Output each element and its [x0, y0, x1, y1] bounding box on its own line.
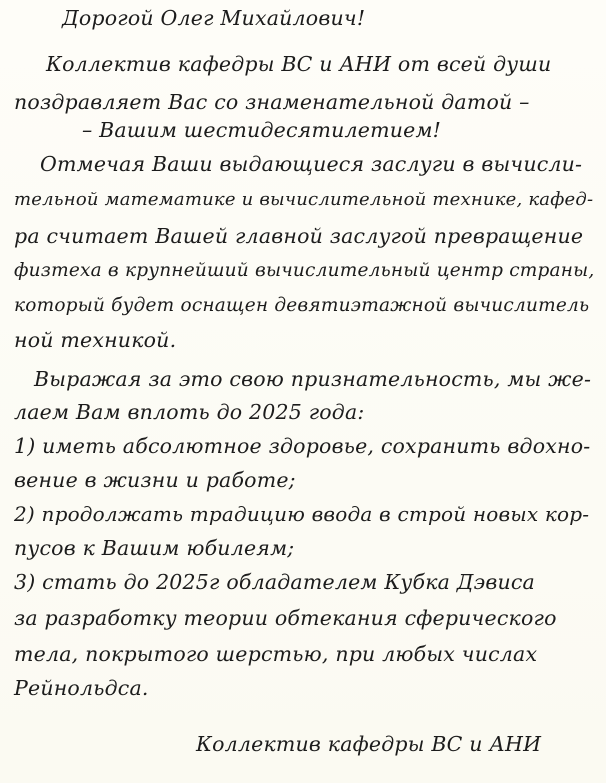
letter-line: 2) продолжать традицию ввода в строй новых кор-: [14, 502, 590, 526]
letter-line: вение в жизни и работе;: [14, 468, 296, 492]
letter-line: ра считает Вашей главной заслугой превращение: [14, 224, 584, 248]
letter-line: Выражая за это свою признательность, мы же-: [34, 367, 592, 391]
letter-line: пусов к Вашим юбилеям;: [14, 536, 295, 560]
letter-line: поздравляет Вас со знаменательной датой –: [14, 90, 530, 114]
letter-line: Коллектив кафедры ВС и АНИ от всей души: [46, 52, 552, 76]
letter-line: физтеха в крупнейший вычислительный центр страны,: [14, 260, 595, 281]
letter-line: за разработку теории обтекания сферического: [14, 606, 557, 630]
letter-line: тела, покрытого шерстью, при любых числах: [14, 642, 538, 666]
greeting: Дорогой Олег Михайлович!: [62, 6, 366, 30]
letter-line: Отмечая Ваши выдающиеся заслуги в вычисли-: [40, 152, 583, 176]
signature: Коллектив кафедры ВС и АНИ: [196, 732, 542, 756]
letter-line: 1) иметь абсолютное здоровье, сохранить вдохно-: [14, 434, 591, 458]
letter-line: Рейнольдса.: [14, 676, 149, 700]
letter-line: 3) стать до 2025г обладателем Кубка Дэвиса: [14, 570, 535, 594]
letter-line: лаем Вам вплоть до 2025 года:: [14, 400, 365, 424]
letter-line: – Вашим шестидесятилетием!: [82, 118, 442, 142]
letter-line: тельной математике и вычислительной технике, кафед-: [14, 189, 594, 210]
letter-line: который будет оснащен девятиэтажной вычислитель: [14, 295, 590, 316]
letter-line: ной техникой.: [14, 328, 177, 352]
